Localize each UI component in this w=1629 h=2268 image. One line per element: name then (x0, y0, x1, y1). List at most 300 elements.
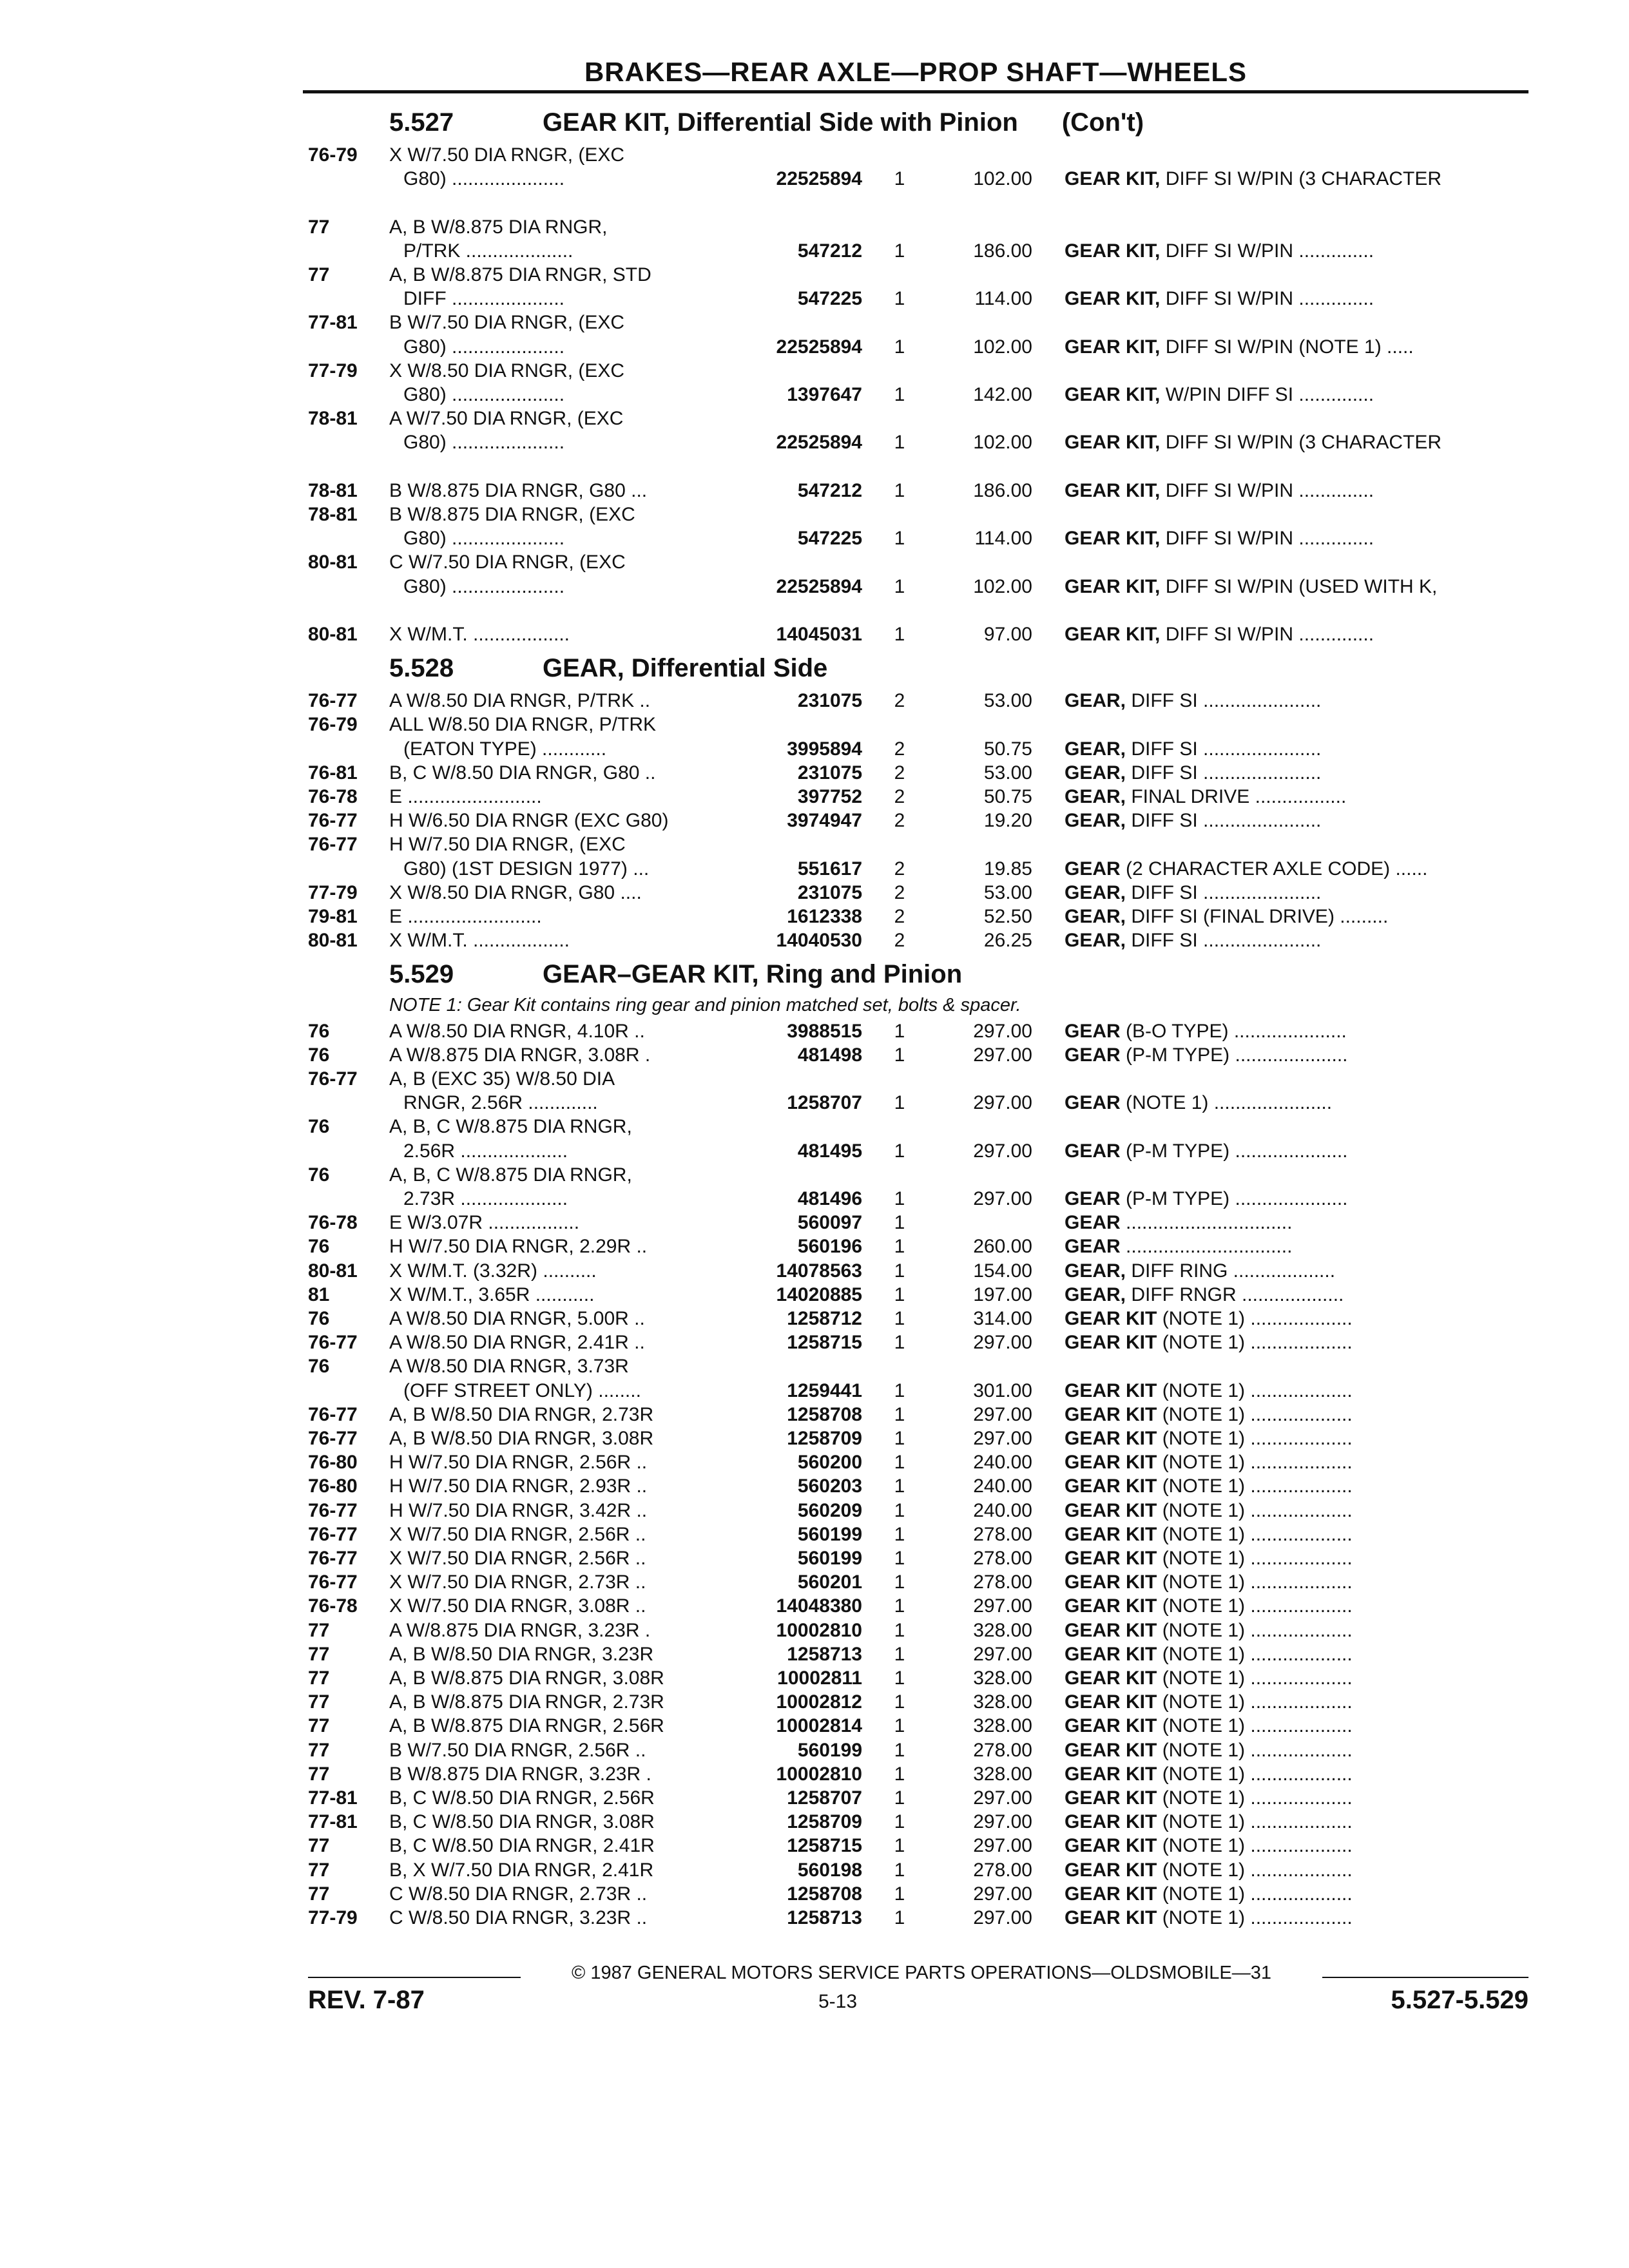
price: 186.00 (973, 480, 1032, 501)
table-row (0, 1619, 1629, 1642)
section-note: NOTE 1: Gear Kit contains ring gear and pinion matched set, bolts & spacer. (389, 995, 1021, 1016)
part-number: 1258708 (787, 1883, 862, 1905)
price: 297.00 (973, 1092, 1032, 1113)
model-years: 77-81 (308, 312, 358, 333)
part-name-detail: (NOTE 1) ................... (1162, 1475, 1353, 1497)
part-number: 14048380 (776, 1595, 862, 1617)
application-description: H W/7.50 DIA RNGR, 3.42R .. (389, 1500, 648, 1521)
part-number: 560198 (797, 1860, 862, 1881)
table-row (0, 1235, 1629, 1258)
model-years: 76-77 (308, 1548, 358, 1569)
part-name-detail: (NOTE 1) ................... (1162, 1763, 1353, 1785)
quantity: 1 (894, 1907, 905, 1928)
quantity: 1 (894, 1188, 905, 1209)
table-row (0, 1139, 1629, 1163)
part-name-detail: W/PIN DIFF SI .............. (1165, 384, 1374, 405)
application-description: X W/7.50 DIA RNGR, 3.08R .. (389, 1595, 646, 1617)
table-row (0, 1666, 1629, 1690)
part-number: 22525894 (776, 336, 862, 358)
page-header: BRAKES—REAR AXLE—PROP SHAFT—WHEELS (584, 57, 1248, 87)
part-name-bold: GEAR (1065, 1188, 1121, 1209)
part-name (1065, 1882, 1528, 1906)
application-description: X W/7.50 DIA RNGR, 2.56R .. (389, 1548, 646, 1569)
application-description: H W/7.50 DIA RNGR, (EXC (389, 834, 626, 855)
table-row (0, 1450, 1629, 1474)
page-number: 5-13 (818, 1991, 858, 2012)
part-name-bold: GEAR KIT (1065, 1308, 1157, 1329)
model-years: 77 (308, 1835, 330, 1856)
part-name-detail: (NOTE 1) ................... (1162, 1907, 1353, 1928)
part-number: 1258713 (787, 1644, 862, 1665)
part-number: 14020885 (776, 1284, 862, 1305)
copyright-line: © 1987 GENERAL MOTORS SERVICE PARTS OPERATIONS—OLDSMOBILE—31 (571, 1963, 1272, 1983)
part-number: 547225 (797, 288, 862, 309)
part-name (1065, 1379, 1528, 1403)
application-description: A W/8.50 DIA RNGR, 5.00R .. (389, 1308, 645, 1329)
table-row (0, 1259, 1629, 1283)
part-name (1065, 1786, 1528, 1810)
quantity: 1 (894, 1691, 905, 1713)
application-description: B W/8.875 DIA RNGR, 3.23R . (389, 1763, 651, 1785)
part-number: 1612338 (787, 906, 862, 927)
part-number: 481496 (797, 1188, 862, 1209)
part-name-detail: (NOTE 1) ................... (1162, 1644, 1353, 1665)
part-name-detail: DIFF SI (FINAL DRIVE) ......... (1131, 906, 1389, 927)
section-continued: (Con't) (1061, 108, 1144, 137)
part-number: 547212 (797, 240, 862, 262)
application-description: B, C W/8.50 DIA RNGR, 3.08R (389, 1811, 655, 1832)
application-description: B W/8.875 DIA RNGR, (EXC (389, 504, 635, 525)
model-years: 76-77 (308, 1332, 358, 1353)
part-name (1065, 1714, 1528, 1738)
part-name (1065, 1283, 1528, 1307)
application-description: C W/8.50 DIA RNGR, 2.73R .. (389, 1883, 648, 1905)
quantity: 1 (894, 1475, 905, 1497)
quantity: 1 (894, 1811, 905, 1832)
part-name-detail: DIFF SI ...................... (1131, 810, 1322, 831)
section-title (389, 108, 1144, 140)
table-row (0, 1690, 1629, 1714)
part-number: 1258707 (787, 1787, 862, 1809)
model-years: 77 (308, 1763, 330, 1785)
model-years: 80-81 (308, 624, 358, 645)
part-name-bold: GEAR KIT (1065, 1332, 1157, 1353)
table-row (0, 761, 1629, 785)
part-name-detail: DIFF SI W/PIN .............. (1165, 240, 1374, 262)
application-description: B W/7.50 DIA RNGR, 2.56R .. (389, 1740, 646, 1761)
quantity: 2 (894, 930, 905, 951)
quantity: 2 (894, 858, 905, 879)
part-number: 10002810 (776, 1620, 862, 1641)
part-name-bold: GEAR KIT (1065, 1452, 1157, 1473)
part-name-bold: GEAR KIT (1065, 1667, 1157, 1689)
part-name-bold: GEAR KIT (1065, 1595, 1157, 1617)
table-row (0, 1810, 1629, 1834)
part-name-detail: DIFF SI W/PIN .............. (1165, 480, 1374, 501)
table-row (0, 713, 1629, 736)
part-number: 1258709 (787, 1428, 862, 1449)
price: 114.00 (974, 528, 1032, 549)
quantity: 1 (894, 1620, 905, 1641)
application-description: A W/8.50 DIA RNGR, 2.41R .. (389, 1332, 645, 1353)
model-years: 77 (308, 264, 330, 285)
model-years: 76-77 (308, 690, 358, 711)
application-description: G80) ..................... (403, 384, 565, 405)
price: 260.00 (973, 1236, 1032, 1257)
quantity: 1 (894, 1212, 905, 1233)
model-years: 80-81 (308, 552, 358, 573)
application-description: A W/8.875 DIA RNGR, 3.08R . (389, 1044, 651, 1066)
price: 102.00 (973, 576, 1032, 597)
part-number: 560201 (797, 1571, 862, 1593)
quantity: 1 (894, 1380, 905, 1401)
part-name-bold: GEAR KIT (1065, 1475, 1157, 1497)
table-row (0, 1738, 1629, 1762)
quantity: 1 (894, 288, 905, 309)
part-name-detail: DIFF SI W/PIN .............. (1165, 288, 1374, 309)
part-name-bold: GEAR (1065, 1092, 1121, 1113)
part-name (1065, 785, 1528, 809)
quantity: 1 (894, 240, 905, 262)
part-name (1065, 335, 1528, 359)
table-row (0, 1906, 1629, 1930)
quantity: 1 (894, 1044, 905, 1066)
price: 297.00 (973, 1835, 1032, 1856)
price: 328.00 (973, 1667, 1032, 1689)
quantity: 1 (894, 1308, 905, 1329)
quantity: 1 (894, 1787, 905, 1809)
part-name-bold: GEAR KIT (1065, 1883, 1157, 1905)
part-name (1065, 1019, 1528, 1043)
quantity: 1 (894, 528, 905, 549)
part-name-bold: GEAR KIT (1065, 1524, 1157, 1545)
part-name-bold: GEAR (1065, 858, 1121, 879)
part-name-detail: DIFF SI ...................... (1131, 690, 1322, 711)
table-row (0, 1858, 1629, 1882)
application-description: G80) ..................... (403, 576, 565, 597)
part-number: 1258713 (787, 1907, 862, 1928)
part-name-detail: DIFF SI W/PIN (USED WITH K, (1165, 576, 1438, 597)
price: 314.00 (973, 1308, 1032, 1329)
part-number: 560196 (797, 1236, 862, 1257)
part-name-bold: GEAR KIT, (1065, 384, 1161, 405)
part-number: 3974947 (787, 810, 862, 831)
part-name-detail: (P-M TYPE) ..................... (1126, 1044, 1348, 1066)
part-name-detail: DIFF SI ...................... (1131, 738, 1322, 760)
part-number: 10002812 (776, 1691, 862, 1713)
part-name-bold: GEAR, (1065, 930, 1126, 951)
application-description: 2.56R .................... (403, 1140, 568, 1162)
quantity: 1 (894, 1428, 905, 1449)
table-row (0, 1067, 1629, 1091)
quantity: 1 (894, 1860, 905, 1881)
model-years: 77 (308, 1860, 330, 1881)
part-number: 10002810 (776, 1763, 862, 1785)
model-years: 78-81 (308, 504, 358, 525)
application-description: RNGR, 2.56R ............. (403, 1092, 598, 1113)
model-years: 76-79 (308, 144, 358, 166)
header-rule (303, 90, 1528, 93)
part-number: 10002811 (777, 1667, 862, 1689)
part-name (1065, 1043, 1528, 1067)
model-years: 77 (308, 216, 330, 238)
part-name-bold: GEAR KIT (1065, 1691, 1157, 1713)
price: 52.50 (983, 906, 1032, 927)
price: 278.00 (973, 1548, 1032, 1569)
model-years: 76-80 (308, 1452, 358, 1473)
table-row (0, 1211, 1629, 1235)
part-name (1065, 1594, 1528, 1618)
model-years: 76-77 (308, 834, 358, 855)
part-number: 547212 (797, 480, 862, 501)
application-description: X W/M.T., 3.65R ........... (389, 1284, 595, 1305)
quantity: 1 (894, 1284, 905, 1305)
part-number: 1259441 (787, 1380, 862, 1401)
part-name-detail: (NOTE 1) ................... (1162, 1308, 1353, 1329)
price: 53.00 (983, 690, 1032, 711)
part-name-detail: (NOTE 1) ................... (1162, 1571, 1353, 1593)
application-description: G80) ..................... (403, 168, 565, 189)
part-number: 560199 (797, 1524, 862, 1545)
part-number: 1258709 (787, 1811, 862, 1832)
part-name (1065, 1307, 1528, 1331)
quantity: 1 (894, 1260, 905, 1282)
quantity: 1 (894, 1667, 905, 1689)
price: 297.00 (973, 1021, 1032, 1042)
part-name-detail: DIFF RNGR ................... (1131, 1284, 1344, 1305)
part-name-detail: DIFF SI W/PIN (3 CHARACTER (1165, 168, 1442, 189)
part-name (1065, 857, 1528, 881)
application-description: (OFF STREET ONLY) ........ (403, 1380, 641, 1401)
application-description: B, C W/8.50 DIA RNGR, G80 .. (389, 762, 656, 783)
application-description: G80) (1ST DESIGN 1977) ... (403, 858, 650, 879)
quantity: 2 (894, 738, 905, 760)
quantity: 1 (894, 1883, 905, 1905)
part-name-detail: (NOTE 1) ................... (1162, 1380, 1353, 1401)
part-name (1065, 239, 1528, 263)
price: 154.00 (973, 1260, 1032, 1282)
model-years: 76 (308, 1116, 330, 1137)
table-row (0, 1546, 1629, 1570)
part-number: 397752 (797, 786, 862, 807)
part-name (1065, 1810, 1528, 1834)
application-description: E W/3.07R ................. (389, 1212, 580, 1233)
application-description: A, B W/8.875 DIA RNGR, STD (389, 264, 651, 285)
price: 102.00 (973, 336, 1032, 358)
application-description: B, C W/8.50 DIA RNGR, 2.56R (389, 1787, 655, 1809)
section-title (389, 654, 827, 686)
application-description: X W/M.T. (3.32R) .......... (389, 1260, 597, 1282)
quantity: 2 (894, 882, 905, 903)
application-description: A, B (EXC 35) W/8.50 DIA (389, 1068, 615, 1090)
price: 297.00 (973, 1332, 1032, 1353)
part-number: 1258715 (787, 1332, 862, 1353)
model-years: 76-77 (308, 810, 358, 831)
section-name: GEAR, Differential Side (543, 654, 828, 683)
application-description: G80) ..................... (403, 336, 565, 358)
model-years: 80-81 (308, 1260, 358, 1282)
quantity: 2 (894, 690, 905, 711)
quantity: 1 (894, 1021, 905, 1042)
model-years: 76 (308, 1236, 330, 1257)
model-years: 78-81 (308, 480, 358, 501)
quantity: 1 (894, 1571, 905, 1593)
table-row (0, 575, 1629, 599)
part-name-detail: (NOTE 1) ...................... (1126, 1092, 1333, 1113)
table-row (0, 1115, 1629, 1139)
price: 240.00 (973, 1475, 1032, 1497)
table-row (0, 383, 1629, 407)
quantity: 1 (894, 1452, 905, 1473)
price: 26.25 (983, 930, 1032, 951)
part-name (1065, 1091, 1528, 1115)
table-row (0, 1331, 1629, 1354)
application-description: X W/7.50 DIA RNGR, 2.56R .. (389, 1524, 646, 1545)
table-row (0, 1762, 1629, 1786)
part-number: 14040530 (776, 930, 862, 951)
price: 19.20 (983, 810, 1032, 831)
model-years: 76-77 (308, 1500, 358, 1521)
part-name-bold: GEAR KIT (1065, 1860, 1157, 1881)
part-name-detail: (NOTE 1) ................... (1162, 1835, 1353, 1856)
part-number: 560199 (797, 1548, 862, 1569)
price: 197.00 (973, 1284, 1032, 1305)
part-name-bold: GEAR, (1065, 786, 1126, 807)
part-name (1065, 1427, 1528, 1450)
table-row (0, 1499, 1629, 1523)
part-name (1065, 1858, 1528, 1882)
application-description: B W/8.875 DIA RNGR, G80 ... (389, 480, 648, 501)
application-description: DIFF ..................... (403, 288, 565, 309)
part-name (1065, 761, 1528, 785)
price: 278.00 (973, 1860, 1032, 1881)
application-description: P/TRK .................... (403, 240, 574, 262)
part-name (1065, 905, 1528, 928)
table-row (0, 1019, 1629, 1043)
part-name-detail: DIFF SI W/PIN (NOTE 1) ..... (1165, 336, 1414, 358)
table-row (0, 215, 1629, 239)
part-name (1065, 1666, 1528, 1690)
table-row (0, 550, 1629, 574)
quantity: 1 (894, 432, 905, 453)
part-name-detail: (NOTE 1) ................... (1162, 1787, 1353, 1809)
price: 50.75 (983, 738, 1032, 760)
application-description: A W/8.875 DIA RNGR, 3.23R . (389, 1620, 651, 1641)
model-years: 77 (308, 1691, 330, 1713)
application-description: B W/7.50 DIA RNGR, (EXC (389, 312, 625, 333)
application-description: (EATON TYPE) ............ (403, 738, 607, 760)
model-years: 81 (308, 1284, 330, 1305)
part-name-bold: GEAR KIT (1065, 1500, 1157, 1521)
part-name-detail: (NOTE 1) ................... (1162, 1860, 1353, 1881)
part-name-detail: (NOTE 1) ................... (1162, 1452, 1353, 1473)
table-row (0, 1043, 1629, 1067)
section-number: 5.527 (389, 108, 454, 137)
part-name (1065, 1762, 1528, 1786)
application-description: A, B W/8.875 DIA RNGR, 3.08R (389, 1667, 664, 1689)
quantity: 2 (894, 762, 905, 783)
price: 186.00 (973, 240, 1032, 262)
application-description: X W/8.50 DIA RNGR, G80 .... (389, 882, 642, 903)
part-name-bold: GEAR KIT, (1065, 480, 1161, 501)
application-description: H W/7.50 DIA RNGR, 2.93R .. (389, 1475, 648, 1497)
part-name-detail: (P-M TYPE) ..................... (1126, 1140, 1348, 1162)
part-name (1065, 1331, 1528, 1354)
price: 50.75 (983, 786, 1032, 807)
quantity: 1 (894, 1332, 905, 1353)
section-number: 5.528 (389, 654, 454, 683)
table-row (0, 1786, 1629, 1810)
part-name-bold: GEAR KIT (1065, 1620, 1157, 1641)
part-name-bold: GEAR KIT, (1065, 168, 1161, 189)
part-name-detail: DIFF SI W/PIN .............. (1165, 624, 1374, 645)
part-name-bold: GEAR KIT (1065, 1404, 1157, 1425)
part-name (1065, 479, 1528, 503)
part-name-bold: GEAR KIT, (1065, 576, 1161, 597)
part-name-detail: (NOTE 1) ................... (1162, 1595, 1353, 1617)
part-name (1065, 1235, 1528, 1258)
application-description: A, B W/8.50 DIA RNGR, 2.73R (389, 1404, 654, 1425)
table-row (0, 1834, 1629, 1858)
table-row (0, 689, 1629, 713)
table-row (0, 239, 1629, 263)
part-name-bold: GEAR, (1065, 1260, 1126, 1282)
model-years: 79-81 (308, 906, 358, 927)
price: 297.00 (973, 1595, 1032, 1617)
model-years: 77 (308, 1883, 330, 1905)
model-years: 76 (308, 1164, 330, 1186)
part-name-bold: GEAR KIT, (1065, 288, 1161, 309)
table-row (0, 1570, 1629, 1594)
part-name-detail: (P-M TYPE) ..................... (1126, 1188, 1348, 1209)
part-number: 1258715 (787, 1835, 862, 1856)
table-row (0, 905, 1629, 928)
part-name-bold: GEAR, (1065, 1284, 1126, 1305)
quantity: 1 (894, 1595, 905, 1617)
price: 297.00 (973, 1811, 1032, 1832)
model-years: 76-77 (308, 1524, 358, 1545)
quantity: 2 (894, 786, 905, 807)
application-description: H W/7.50 DIA RNGR, 2.56R .. (389, 1452, 648, 1473)
part-name-detail: ............................... (1126, 1212, 1293, 1233)
table-row (0, 503, 1629, 526)
part-name (1065, 1259, 1528, 1283)
application-description: G80) ..................... (403, 528, 565, 549)
part-name-bold: GEAR, (1065, 738, 1126, 760)
part-number: 231075 (797, 762, 862, 783)
price: 102.00 (973, 432, 1032, 453)
part-number: 22525894 (776, 432, 862, 453)
table-row (0, 737, 1629, 761)
part-name (1065, 167, 1528, 191)
table-row (0, 785, 1629, 809)
table-row (0, 287, 1629, 311)
part-name (1065, 1642, 1528, 1666)
part-number: 3995894 (787, 738, 862, 760)
model-years: 78-81 (308, 408, 358, 429)
part-name (1065, 1523, 1528, 1546)
part-number: 560097 (797, 1212, 862, 1233)
part-number: 560209 (797, 1500, 862, 1521)
price: 328.00 (973, 1763, 1032, 1785)
table-row (0, 1427, 1629, 1450)
table-row (0, 479, 1629, 503)
part-name-detail: (NOTE 1) ................... (1162, 1883, 1353, 1905)
footer-rule-left (308, 1977, 521, 1978)
price: 328.00 (973, 1691, 1032, 1713)
table-row (0, 263, 1629, 287)
table-row (0, 881, 1629, 905)
